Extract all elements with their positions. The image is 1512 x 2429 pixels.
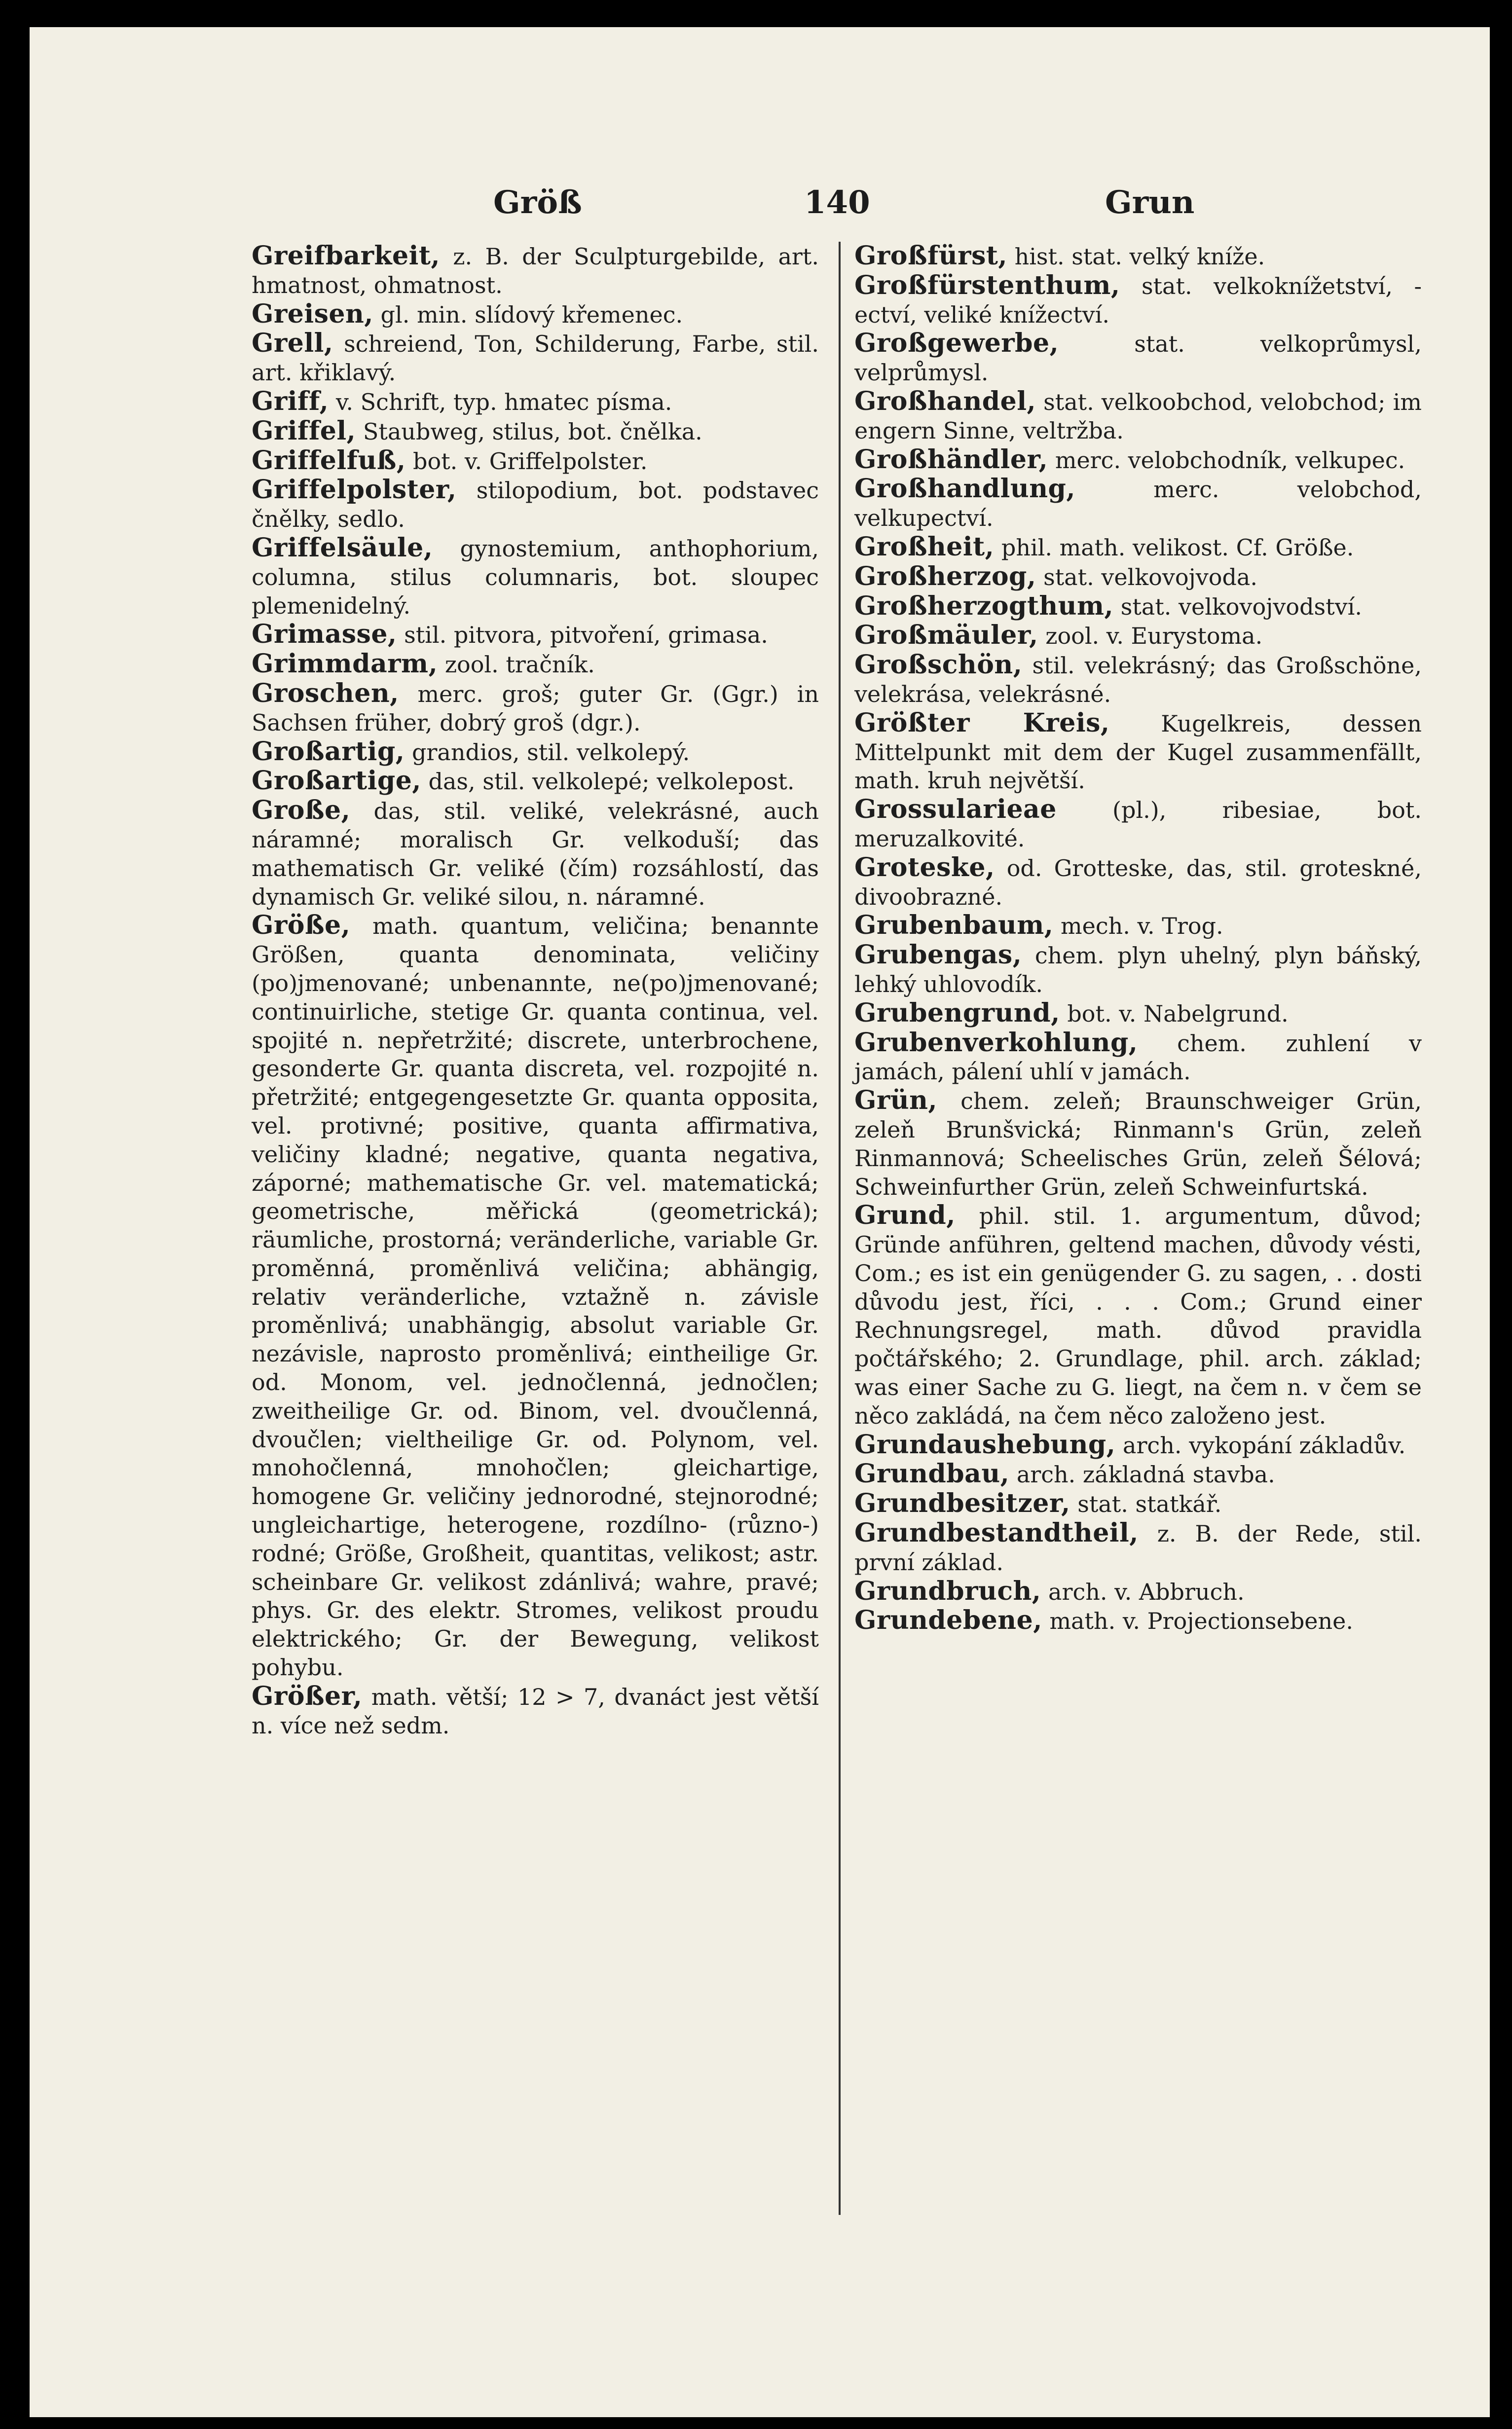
entry-definition: chem. plyn uhelný, plyn báňský, lehký uhlovodík. <box>854 942 1422 997</box>
entry-headword: Griffelfuß, <box>252 445 406 476</box>
dictionary-entry <box>854 1431 1422 1460</box>
entry-headword: Griffelsäule, <box>252 532 433 563</box>
entry-definition: schreiend, Ton, Schilderung, Farbe, stil. art. křiklavý. <box>252 331 819 386</box>
dictionary-entry <box>252 620 819 650</box>
entry-definition: das, stil. velkolepé; velkolepost. <box>428 768 795 795</box>
entry-headword: Griffelpolster, <box>252 475 457 505</box>
dictionary-entry <box>252 679 819 737</box>
dictionary-entry <box>854 592 1422 622</box>
dictionary-entry <box>252 767 819 796</box>
entry-headword: Grubengas, <box>854 940 1022 970</box>
entry-headword: Greifbarkeit, <box>252 241 440 271</box>
page-header <box>30 184 1490 228</box>
entry-headword: Großfürst, <box>854 241 1007 271</box>
entry-definition: bot. v. Griffelpolster. <box>413 447 648 475</box>
column-divider <box>839 242 841 2215</box>
entry-definition: grandios, stil. velkolepý. <box>411 738 690 766</box>
dictionary-entry <box>854 1519 1422 1577</box>
dictionary-entry <box>854 271 1422 330</box>
entry-definition: arch. v. Abbruch. <box>1048 1578 1245 1605</box>
entry-headword: Großhandlung, <box>854 474 1075 504</box>
entry-definition: od. Grotteske, das, stil. groteskné, divoobrazné. <box>854 854 1422 910</box>
entry-headword: Griff, <box>252 386 329 416</box>
entry-definition: chem. zuhlení v jamách, pálení uhlí v jamách. <box>854 1030 1422 1085</box>
dictionary-entry <box>252 387 819 417</box>
header-left-guideword: Größ <box>493 184 582 221</box>
entry-definition: das, stil. veliké, velekrásné, auch náramné; moralisch Gr. velkoduší; das mathematisch Gr. veliké (čím) rozsáhlostí, das dynamisch Gr. veliké silou, n. náramné. <box>252 798 819 910</box>
dictionary-entry <box>854 999 1422 1029</box>
dictionary-entry <box>854 621 1422 651</box>
entry-headword: Grubenbaum, <box>854 910 1054 941</box>
dictionary-entry <box>854 1086 1422 1201</box>
entry-definition: stat. statkář. <box>1077 1491 1222 1518</box>
entry-definition: Kugelkreis, dessen Mittelpunkt mit dem der Kugel zusammenfällt, math. kruh největší. <box>854 710 1422 794</box>
dictionary-entry <box>252 534 819 620</box>
dictionary-entry <box>854 533 1422 562</box>
entry-headword: Große, <box>252 795 351 826</box>
entry-definition: merc. velobchodník, velkupec. <box>1055 446 1405 474</box>
entry-headword: Großmäuler, <box>854 620 1038 651</box>
entry-definition: zool. v. Eurystoma. <box>1045 623 1263 650</box>
entry-headword: Großheit, <box>854 531 995 562</box>
dictionary-entry <box>252 446 819 476</box>
entry-headword: Groteske, <box>854 852 995 883</box>
entry-definition: v. Schrift, typ. hmatec písma. <box>335 388 672 415</box>
dictionary-entry <box>854 941 1422 999</box>
entry-definition: stat. velkoprůmysl, velprůmysl. <box>854 331 1422 386</box>
entry-headword: Großfürstenthum, <box>854 270 1120 300</box>
entry-definition: math. v. Projectionsebene. <box>1049 1608 1353 1635</box>
entry-headword: Großhandel, <box>854 386 1036 416</box>
entry-definition: Staubweg, stilus, bot. čnělka. <box>363 418 702 445</box>
dictionary-entry <box>854 562 1422 592</box>
entry-headword: Grubengrund, <box>854 997 1060 1028</box>
entry-definition: bot. v. Nabelgrund. <box>1067 1000 1289 1027</box>
dictionary-entry <box>854 475 1422 533</box>
entry-headword: Grundbruch, <box>854 1576 1041 1606</box>
entry-headword: Großschön, <box>854 650 1023 680</box>
entry-definition: stil. pitvora, pitvoření, grimasa. <box>404 622 768 649</box>
entry-headword: Größer, <box>252 1681 363 1711</box>
dictionary-entry <box>252 242 819 300</box>
entry-headword: Grund, <box>854 1200 956 1231</box>
entry-definition: math. větší; 12 > 7, dvanáct jest větší n. více než sedm. <box>252 1683 819 1739</box>
header-right-guideword: Grun <box>1105 184 1195 221</box>
entry-definition: arch. základná stavba. <box>1016 1461 1275 1488</box>
left-column <box>252 242 819 1740</box>
entry-headword: Größter Kreis, <box>854 707 1110 738</box>
dictionary-entry <box>854 911 1422 941</box>
dictionary-entry <box>252 329 819 387</box>
dictionary-entry <box>252 796 819 911</box>
entry-definition: arch. vykopání základův. <box>1123 1432 1406 1459</box>
entry-definition: z. B. der Sculpturgebilde, art. hmatnost, ohmatnost. <box>252 243 819 298</box>
entry-definition: phil. stil. 1. argumentum, důvod; Gründe anführen, geltend machen, důvody vésti, Com.; es ist ein genügender G. zu sagen, . . dosti důvodu jest, říci, . . . Com.; Grund einer Rechnungsregel, math. důvod pravidla počtářského; 2. Grundlage, phil. arch. základ; was einer Sache zu G. liegt, na čem n. v čem se něco zakládá, na čem něco založeno jest. <box>854 1203 1422 1429</box>
entry-definition: stat. velkovojvodství. <box>1120 593 1362 620</box>
dictionary-entry <box>252 1682 819 1740</box>
dictionary-entry <box>252 911 819 1682</box>
entry-headword: Grün, <box>854 1085 938 1116</box>
entry-definition: gl. min. slídový křemenec. <box>380 301 683 328</box>
entry-headword: Großherzog, <box>854 561 1036 591</box>
entry-headword: Grell, <box>252 328 333 359</box>
dictionary-entry <box>252 476 819 534</box>
entry-headword: Grimmdarm, <box>252 649 438 679</box>
entry-headword: Großhändler, <box>854 444 1048 475</box>
entry-definition: chem. zeleň; Braunschweiger Grün, zeleň Brunšvická; Rinmann's Grün, zeleň Rinmannová; Scheelisches Grün, zeleň Šélová; Schweinfurther Grün, zeleň Schweinfurtská. <box>854 1088 1422 1200</box>
dictionary-entry <box>252 650 819 679</box>
entry-headword: Groschen, <box>252 678 399 708</box>
entry-headword: Grundebene, <box>854 1605 1042 1636</box>
dictionary-entry <box>854 795 1422 853</box>
entry-headword: Griffel, <box>252 415 356 446</box>
entry-definition: merc. velobchod, velkupectví. <box>854 476 1422 532</box>
entry-headword: Grundaushebung, <box>854 1429 1116 1460</box>
entry-headword: Greisen, <box>252 298 373 329</box>
entry-definition: (pl.), ribesiae, bot. meruzalkovité. <box>854 797 1422 852</box>
dictionary-entry <box>854 1460 1422 1489</box>
entry-definition: stat. velkovojvoda. <box>1043 563 1257 590</box>
dictionary-entry <box>252 417 819 446</box>
entry-definition: z. B. der Rede, stil. první základ. <box>854 1520 1422 1576</box>
page-number: 140 <box>804 184 870 221</box>
entry-headword: Grundbesitzer, <box>854 1488 1070 1519</box>
dictionary-entry <box>854 1489 1422 1519</box>
dictionary-entry <box>252 737 819 767</box>
dictionary-entry <box>854 1577 1422 1607</box>
entry-headword: Grimasse, <box>252 619 397 650</box>
entry-definition: gynostemium, anthophorium, columna, stilus columnaris, bot. sloupec plemenidelný. <box>252 535 819 619</box>
entry-definition: stat. velkoknížetství, -ectví, veliké knížectví. <box>854 272 1422 328</box>
dictionary-entry <box>854 1201 1422 1430</box>
dictionary-entry <box>854 387 1422 445</box>
dictionary-entry <box>854 651 1422 709</box>
dictionary-entry <box>854 1029 1422 1087</box>
right-column <box>854 242 1422 1636</box>
entry-definition: math. quantum, veličina; benannte Größen, quanta denominata, veličiny (po)jmenované; unbenannte, ne(po)jmenované; continuirliche, stetige Gr. quanta continua, vel. spojité n. nepřetržité; discrete, unterbrochene, gesonderte Gr. quanta discreta, vel. rozpojité n. přetržité; entgegengesetzte Gr. quanta opposita, vel. protivné; positive, quanta affirmativa, veličiny kladné; negative, quanta negativa, záporné; mathematische Gr. vel. matematická; geometrische, měřická (geometrická); räumliche, prostorná; veränderliche, variable Gr. proměnná, proměnlivá veličina; abhängig, relativ veränderliche, vztažně n. závisle proměnlivá; unabhängig, absolut variable Gr. nezávisle, naprosto proměnlivá; eintheilige Gr. od. Monom, vel. jednočlenná, jednočlen; zweitheilige Gr. od. Binom, vel. dvoučlenná, dvoučlen; vieltheilige Gr. od. Polynom, vel. mnohočlenná, mnohočlen; gleichartige, homogene Gr. veličiny jednorodné, stejnorodné; ungleichartige, heterogene, rozdílno- (různo-) rodné; Größe, Großheit, quantitas, velikost; astr. scheinbare Gr. velikost zdánlivá; wahre, pravé; phys. Gr. des elektr. Stromes, velikost proudu elektrického; Gr. der Bewegung, velikost pohybu. <box>252 913 819 1681</box>
entry-headword: Grossularieae <box>854 794 1057 825</box>
dictionary-page <box>30 27 1490 2417</box>
entry-definition: mech. v. Trog. <box>1060 913 1223 940</box>
dictionary-entry <box>854 853 1422 912</box>
entry-definition: merc. groš; guter Gr. (Ggr.) in Sachsen früher, dobrý groš (dgr.). <box>252 680 819 736</box>
dictionary-entry <box>252 300 819 330</box>
entry-headword: Grundbau, <box>854 1459 1010 1489</box>
entry-headword: Großartig, <box>252 736 405 767</box>
entry-headword: Großherzogthum, <box>854 590 1114 621</box>
entry-headword: Grubenverkohlung, <box>854 1027 1138 1058</box>
dictionary-entry <box>854 329 1422 387</box>
entry-definition: stat. velkoobchod, velobchod; im engern Sinne, veltržba. <box>854 388 1422 444</box>
dictionary-entry <box>854 242 1422 271</box>
entry-definition: hist. stat. velký kníže. <box>1014 243 1265 270</box>
entry-headword: Grundbestandtheil, <box>854 1518 1139 1548</box>
dictionary-entry <box>854 445 1422 475</box>
entry-headword: Großgewerbe, <box>854 328 1059 359</box>
entry-definition: stilopodium, bot. podstavec čnělky, sedlo. <box>252 477 819 533</box>
entry-definition: phil. math. velikost. Cf. Größe. <box>1001 534 1354 561</box>
entry-headword: Großartige, <box>252 766 421 796</box>
entry-headword: Größe, <box>252 910 351 941</box>
entry-definition: zool. tračník. <box>444 651 595 678</box>
entry-definition: stil. velekrásný; das Großschöne, velekrása, velekrásné. <box>854 652 1422 707</box>
dictionary-entry <box>854 1606 1422 1636</box>
dictionary-entry <box>854 709 1422 795</box>
